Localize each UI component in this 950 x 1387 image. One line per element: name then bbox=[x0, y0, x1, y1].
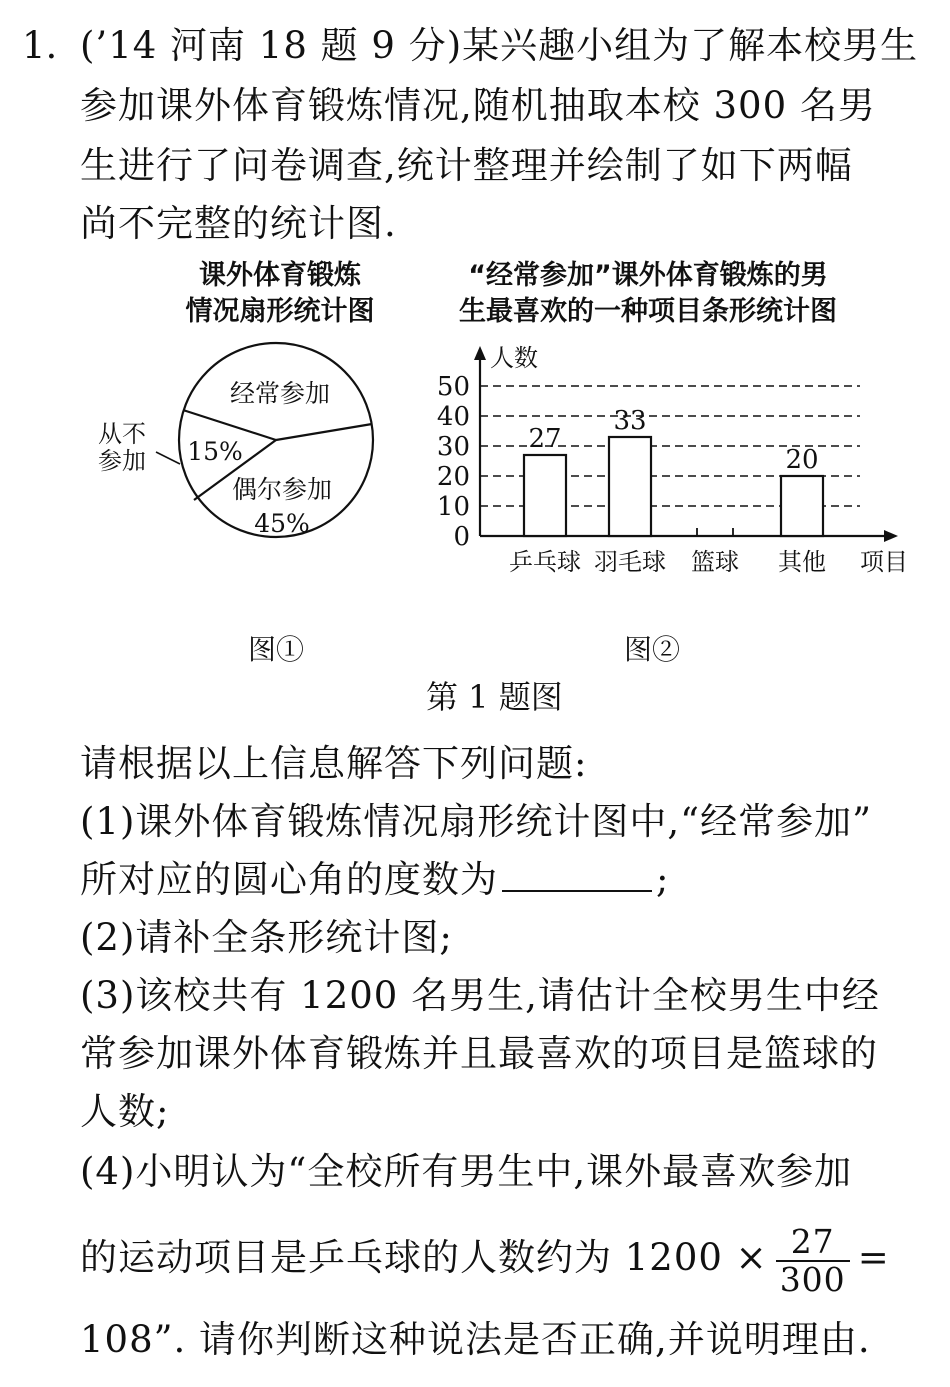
y-axis-arrow bbox=[474, 346, 486, 360]
y-axis-label: 人数 bbox=[490, 344, 538, 372]
question-4-line-3: 108”. 请你判断这种说法是否正确,并说明理由. bbox=[80, 1318, 871, 1361]
question-3-line-3: 人数; bbox=[80, 1090, 170, 1133]
bar bbox=[524, 455, 566, 536]
bar-chart-title bbox=[408, 258, 888, 330]
pie-title-line-1: 课外体育锻炼 bbox=[199, 260, 361, 291]
pie-caption: 图① bbox=[248, 633, 305, 666]
x-tick-label: 羽毛球 bbox=[594, 548, 666, 576]
pie-divider-upper bbox=[276, 424, 372, 440]
question-2: (2)请补全条形统计图; bbox=[80, 916, 453, 959]
pie-title-line-2: 情况扇形统计图 bbox=[185, 296, 375, 327]
questions-intro: 请根据以上信息解答下列问题: bbox=[80, 742, 588, 785]
question-4-line-2 bbox=[80, 1218, 890, 1298]
bar-caption: 图② bbox=[624, 633, 681, 666]
question-4-text: 的运动项目是乒乓球的人数约为 1200 × bbox=[80, 1236, 768, 1279]
pie-label-pointer bbox=[156, 452, 180, 464]
y-tick-label: 20 bbox=[436, 462, 470, 492]
problem-line-1: (’14 河南 18 题 9 分)某兴趣小组为了解本校男生 bbox=[80, 24, 919, 67]
pie-label-occasional: 偶尔参加 bbox=[231, 475, 333, 504]
bar-value-label: 20 bbox=[785, 445, 819, 475]
pie-chart-title bbox=[160, 258, 400, 330]
pie-divider-left bbox=[183, 410, 276, 440]
x-tick-label: 乒乓球 bbox=[509, 548, 581, 576]
x-tick-label: 其他 bbox=[778, 548, 826, 576]
problem-line-3: 生进行了问卷调查,统计整理并绘制了如下两幅 bbox=[80, 144, 853, 187]
question-1-end: ; bbox=[656, 858, 670, 901]
pie-label-never-2: 参加 bbox=[98, 447, 146, 475]
y-tick-label: 50 bbox=[436, 372, 470, 402]
question-3-line-1: (3)该校共有 1200 名男生,请估计全校男生中经 bbox=[80, 974, 880, 1017]
question-4-line-1: (4)小明认为“全校所有男生中,课外最喜欢参加 bbox=[80, 1150, 853, 1193]
answer-blank[interactable] bbox=[502, 860, 652, 892]
equals-sign: = bbox=[857, 1236, 890, 1279]
bar bbox=[609, 437, 651, 536]
x-axis-arrow bbox=[884, 530, 898, 542]
bar-title-line-2: 生最喜欢的一种项目条形统计图 bbox=[459, 296, 837, 327]
fraction-numerator: 27 bbox=[790, 1221, 835, 1261]
figure-caption: 第 1 题图 bbox=[426, 678, 563, 716]
problem-line-2: 参加课外体育锻炼情况,随机抽取本校 300 名男 bbox=[80, 84, 876, 127]
problem-line-4: 尚不完整的统计图. bbox=[80, 202, 397, 245]
x-tick-label: 篮球 bbox=[691, 548, 739, 576]
y-tick-label: 40 bbox=[436, 402, 470, 432]
pie-label-frequent: 经常参加 bbox=[229, 379, 331, 408]
question-1-line-2 bbox=[80, 860, 669, 900]
pie-chart bbox=[80, 340, 400, 580]
fraction bbox=[776, 1221, 850, 1299]
fraction-denominator: 300 bbox=[776, 1260, 850, 1298]
pie-value-never: 15% bbox=[187, 437, 243, 466]
bar-chart bbox=[420, 338, 920, 588]
bar-title-line-1: “经常参加”课外体育锻炼的男 bbox=[468, 260, 828, 291]
bar-value-label: 27 bbox=[528, 424, 562, 454]
bar bbox=[781, 476, 823, 536]
y-tick-label: 10 bbox=[436, 492, 470, 522]
pie-label-never-1: 从不 bbox=[98, 420, 146, 448]
y-tick-label: 0 bbox=[453, 522, 470, 552]
x-axis-label: 项目 bbox=[860, 548, 908, 576]
problem-number: 1. bbox=[22, 24, 58, 67]
question-3-line-2: 常参加课外体育锻炼并且最喜欢的项目是篮球的 bbox=[80, 1032, 878, 1075]
y-tick-label: 30 bbox=[436, 432, 470, 462]
question-1-text: 所对应的圆心角的度数为 bbox=[80, 858, 498, 901]
question-1-line-1: (1)课外体育锻炼情况扇形统计图中,“经常参加” bbox=[80, 800, 873, 843]
bar-value-label: 33 bbox=[613, 406, 647, 436]
pie-value-occasional: 45% bbox=[254, 509, 310, 538]
